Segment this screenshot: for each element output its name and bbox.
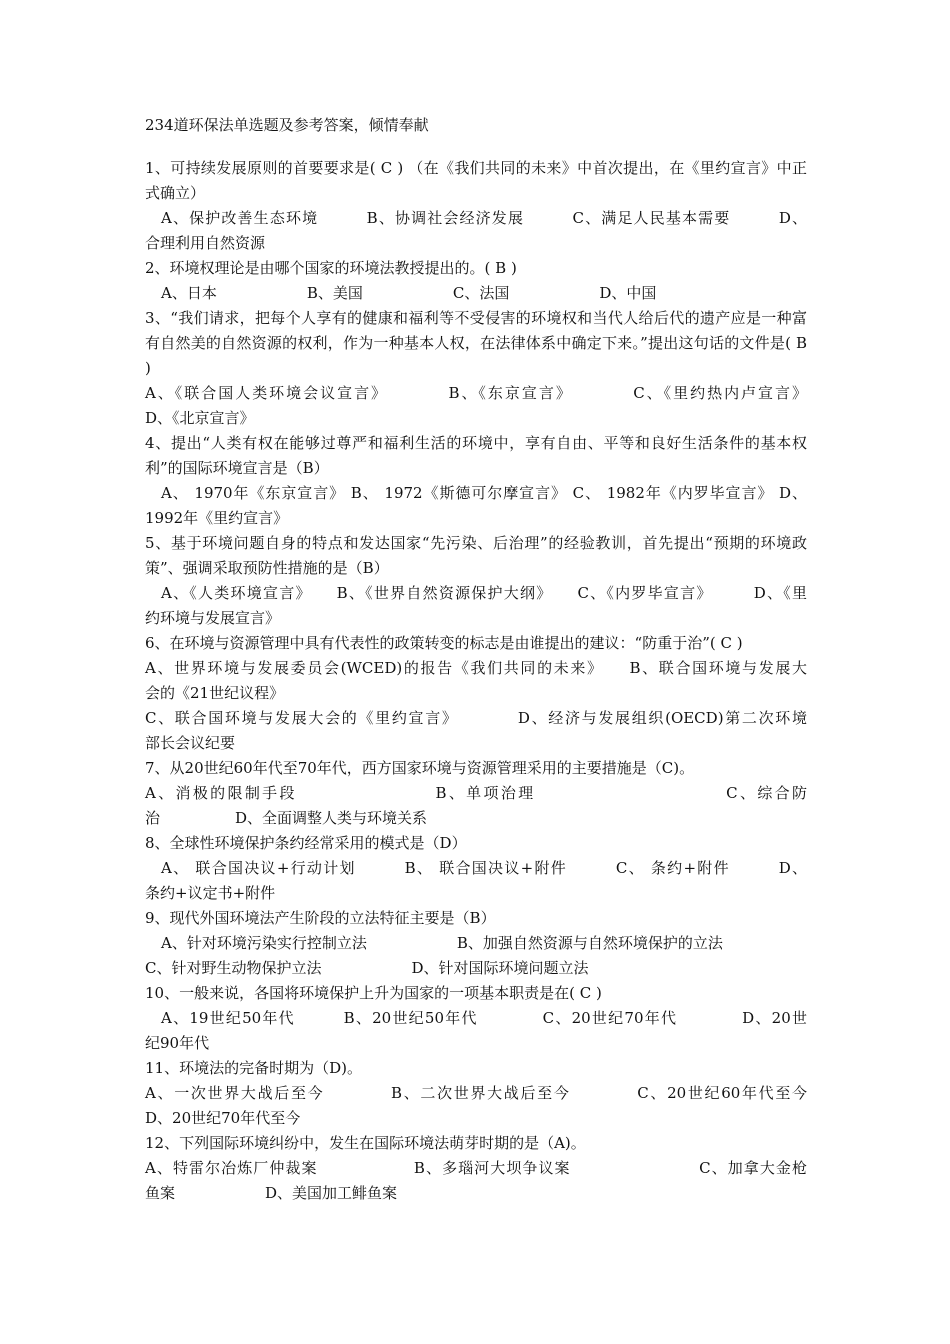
question-2 [145, 256, 807, 306]
question-stem: 11、环境法的完备时期为（D)。 [145, 1059, 362, 1077]
question-options-line: A、世界环境与发展委员会(WCED)的报告《我们共同的未来》 B、联合国环境与发展大 [145, 659, 807, 677]
question-options-line: D、20世纪70年代至今 [145, 1109, 301, 1127]
question-options-line: 治 D、全面调整人类与环境关系 [145, 809, 428, 827]
question-options-line: A、 1970年《东京宣言》 B、 1972《斯德可尔摩宣言》 C、 1982年《内罗毕宣言》 D、 [161, 484, 807, 502]
question-options-line: 部长会议纪要 [145, 734, 236, 752]
question-options-line: A、一次世界大战后至今 B、二次世界大战后至今 C、20世纪60年代至今 [145, 1084, 807, 1102]
question-stem: 3、“我们请求，把每个人享有的健康和福利等不受侵害的环境权和当代人给后代的遗产应是一种富有自然美的自然资源的权利，作为一种基本人权，在法律体系中确定下来。”提出这句话的文件是( B ) [145, 309, 807, 377]
question-12 [145, 1131, 807, 1206]
question-options-line: A、保护改善生态环境 B、协调社会经济发展 C、满足人民基本需要 D、 [161, 209, 807, 227]
question-8 [145, 831, 807, 906]
question-stem: 8、全球性环境保护条约经常采用的模式是（D） [145, 834, 467, 852]
question-stem: 6、在环境与资源管理中具有代表性的政策转变的标志是由谁提出的建议：“防重于治”( C ) [145, 634, 743, 652]
question-options-line: D、《北京宣言》 [145, 409, 255, 427]
question-options-line: C、针对野生动物保护立法 D、针对国际环境问题立法 [145, 959, 589, 977]
question-options-line: A、19世纪50年代 B、20世纪50年代 C、20世纪70年代 D、20世 [161, 1009, 807, 1027]
question-stem: 9、现代外国环境法产生阶段的立法特征主要是（B） [145, 909, 496, 927]
question-stem: 7、从20世纪60年代至70年代，西方国家环境与资源管理采用的主要措施是（C)。 [145, 759, 695, 777]
question-stem: 2、环境权理论是由哪个国家的环境法教授提出的。( B ) [145, 259, 517, 277]
question-stem: 12、下列国际环境纠纷中，发生在国际环境法萌芽时期的是（A)。 [145, 1134, 586, 1152]
question-11 [145, 1056, 807, 1131]
question-options-line: 约环境与发展宣言》 [145, 609, 281, 627]
question-options-line: A、消极的限制手段 B、单项治理 C、综合防 [145, 784, 807, 802]
question-options-line: A、针对环境污染实行控制立法 B、加强自然资源与自然环境保护的立法 [161, 934, 723, 952]
document-title: 234道环保法单选题及参考答案，倾情奉献 [145, 116, 429, 134]
question-stem: 4、提出“人类有权在能够过尊严和福利生活的环境中，享有自由、平等和良好生活条件的基本权利”的国际环境宣言是（B） [145, 434, 807, 477]
question-options-line: 合理利用自然资源 [145, 234, 266, 252]
question-options-line: A、特雷尔冶炼厂仲裁案 B、多瑙河大坝争议案 C、加拿大金枪 [145, 1159, 807, 1177]
document-page [145, 114, 807, 1206]
question-stem: 1、可持续发展原则的首要要求是( C ) （在《我们共同的未来》中首次提出，在《里约宣言》中正式确立） [145, 159, 807, 202]
question-3 [145, 306, 807, 431]
question-4 [145, 431, 807, 531]
question-9 [145, 906, 807, 981]
question-1 [145, 156, 807, 256]
question-options-line: 会的《21世纪议程》 [145, 684, 285, 702]
question-stem: 10、一般来说，各国将环境保护上升为国家的一项基本职责是在( C ) [145, 984, 602, 1002]
question-6 [145, 631, 807, 756]
question-options-line: A、《人类环境宣言》 B、《世界自然资源保护大纲》 C、《内罗毕宣言》 D、《里 [161, 584, 807, 602]
question-7 [145, 756, 807, 831]
question-options-line: A、《联合国人类环境会议宣言》 B、《东京宣言》 C、《里约热内卢宣言》 [145, 384, 807, 402]
question-stem: 5、基于环境问题自身的特点和发达国家“先污染、后治理”的经验教训，首先提出“预期的环境政策”、强调采取预防性措施的是（B） [145, 534, 807, 577]
question-options-line: 鱼案 D、美国加工鲱鱼案 [145, 1184, 398, 1202]
question-5 [145, 531, 807, 631]
question-options-line: 1992年《里约宣言》 [145, 509, 289, 527]
question-options-line: 条约+议定书+附件 [145, 884, 276, 902]
question-options-line: A、日本 B、美国 C、法国 D、中国 [161, 284, 657, 302]
question-options-line: C、联合国环境与发展大会的《里约宣言》 D、经济与发展组织(OECD)第二次环境 [145, 709, 807, 727]
question-10 [145, 981, 807, 1056]
question-options-line: 纪90年代 [145, 1034, 210, 1052]
question-options-line: A、 联合国决议+行动计划 B、 联合国决议+附件 C、 条约+附件 D、 [161, 859, 807, 877]
